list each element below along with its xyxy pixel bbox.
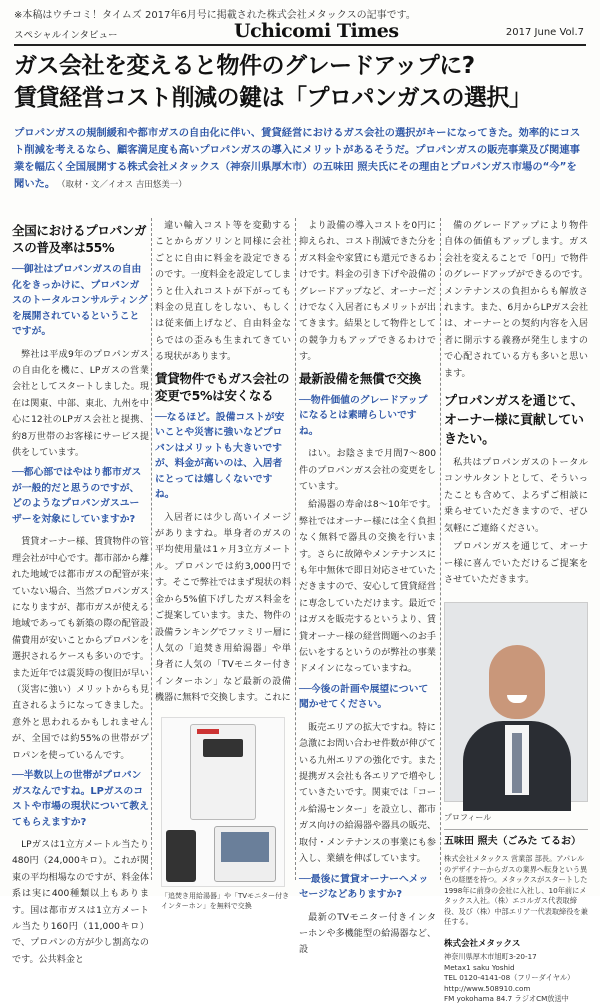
answer-paragraph: より設備の導入コストを0円に抑えられ、コスト削減できた分をガス料金や家賃にも還元できるわけです。料金の引き下げや設備のグレードアップなど、オーナーだけでなく入居者にもメリットが出てきます。結果として物件としての競争力もアップできるわけです。 [299,221,436,363]
column-1 [12,218,149,965]
section-label: スペシャルインタビュー [14,30,118,41]
company-address: 神奈川県厚木市旭町3-20-17 [444,952,537,962]
answer-paragraph: 私共はプロパンガスのトータルコンサルタントとして、そういったことも含めて、よろずご相談に乗らせていただきますので、ぜひ気軽にご連絡ください。 [444,458,588,534]
lead-text: プロパンガスの規制緩和や都市ガスの自由化に伴い、賃貸経営におけるガス会社の選択がキーになってきた。効率的にコスト削減を考えるなら、顧客満足度も高いプロパンガスの導入にメリットがあるそうだ。プロパンガスの販売事業及び関連事業を幅広く全国展開する株式会社メタックス（神奈川県厚木市）の五味田 照夫氏にその理由とプロパンガス市場の“今”を聞いた。 [14,127,581,190]
interview-question: ──物件価値のグレードアップになるとは素晴らしいですね。 [299,394,428,437]
interview-question: ──最後に賃貸オーナーへメッセージなどありますか? [299,873,429,900]
column-divider [295,218,296,880]
company-phone: TEL 0120-4141-08（フリーダイヤル） [444,973,575,983]
company-contact: Metax1 saku Yoshid [444,962,515,972]
answer-paragraph: 販売エリアの拡大ですね。特に急激にお問い合わせ件数が伸びている九州エリアの強化です。また提携ガス会社も各エリアで増やしていきたいです。関東では「コール給湯センター」を設立し、都市ガス向けの給湯器や器具の販売、取付・メンテナンスの事業にも参入し、業績を伸ばしています。 [299,722,436,865]
header-rule [14,44,586,46]
profile-name: 五味田 照夫（ごみた てるお） [444,835,581,847]
column-divider [151,218,152,880]
reprint-notice: ※本稿はウチコミ！タイムズ 2017年6月号に掲載された株式会社メタックスの記事です。 [14,10,416,21]
answer-paragraph: 違い輸入コスト等を変動することからガソリンと同様に会社ごとに自由に料金を設定できるのです。一度料金を設定してしまうと仕入れコストが下がっても料金の見直しをしない、もしくは従来価上げなど、自由料金ならではの歪みも生まれてきている現状があります。 [155,221,291,363]
column-3 [299,218,436,956]
company-url[interactable]: http://www.508910.com [444,983,531,993]
issue-volume: 2017 June Vol.7 [505,27,584,38]
author-credit: （取材・文／イオス 吉田悠美一） [61,180,187,190]
column-divider [440,218,441,880]
door-intercom-image [166,830,196,882]
water-heater-image [190,724,256,820]
intercom-monitor-image [214,826,276,882]
answer-paragraph: 最新のTVモニター付きインターホンや多機能型の給湯器など、設 [299,912,436,956]
photo-caption: 「追焚き用給湯器」や「TVモニター付きインターホン」を無料で交換 [161,891,290,910]
headline [14,50,586,114]
interview-question: ──御社はプロパンガスの自由化をきっかけに、プロパンガスのトータルコンサルティングを展開されているということですが。 [12,264,148,337]
answer-paragraph: はい。お陰さまで月間7～800件のプロパンガス会社の変更をしています。 [299,449,436,492]
answer-paragraph: 賃貸オーナー様、賃貸物件の管理会社が中心です。都市部から離れた地域では都市ガスの配管が来ていない場合、当然プロパンガスになりますが、都市ガスが使える地域であっても新築の際の配管設備費用が安いことからプロパンを選択されるケースも多いのです。また近年では震災時の復旧が早い（災害に強い）メリットからも見直されるようになってきました。意外と思われるかもしれませんが、全国では約55%の世帯がプロパンを使っているんです。 [12,537,149,761]
answer-paragraph: 備のグレードアップにより物件自体の価値もアップします。ガス会社を変えることで「0円」で物件のグレードアップができるのです。メンテナンスの負担からも解放されます。また、6月からLPガス会社は、オーナーとの契約内容を入居者に開示する義務が発生しますので心配されている方も多いと思います。 [444,221,588,379]
interview-question: ──半数以上の世帯がプロパンガスなんですね。LPガスのコストや市場の現状について教えてもらえますか? [12,770,149,828]
lead-paragraph [14,125,586,194]
interview-question: ──都心部ではやはり都市ガスが一般的だと思うのですが、どのようなプロパンガスユーザーを対象にしていますか? [12,467,142,525]
interviewee-portrait [444,602,588,802]
interview-question: ──なるほど。設備コストが安いことや災害に強いなどプロパンはメリットも大きいですが、料金が高いのは、入居者にとっては嬉しくないですね。 [155,411,285,501]
appliance-photo [161,717,285,887]
interview-question: ──今後の計画や展望について聞かせてください。 [299,683,429,711]
answer-paragraph: 弊社は平成9年のプロパンガスの自由化を機に、LPガスの営業会社としてスタートしました。現在は関東、中部、東北、九州を中心に12社のLPガス会社と提携、約8万世帯のお客様にサービス提供をしています。 [12,349,149,458]
subheading: 全国におけるプロパンガスの普及率は55% [12,223,147,255]
headline-line-1: ガス会社を変えると物件のグレードアップに? [14,53,475,79]
company-name: 株式会社メタックス [444,938,521,949]
answer-paragraph: LPガスは1立方メートル当たり480円（24,000キロ）。これが関東の平均相場なのですが、料金体系は実に400種類以上もあります。国は都市ガスは1立方メートル当たり160円（11,000キロ）で、プロパンの方が少し割高なのです。公共料金と [12,840,149,965]
profile-text: 株式会社メタックス 営業部 部長。アパレルのデザイナーからガスの業界へ転身という異色の経歴を持つ。メタックスがスタートした1998年に前身の会社に入社し、10年前にメタックス入社。（株）エコルガス代表取締役、及び（株）中部エリア一代表取締役を兼任する。 [444,854,588,927]
subheading: 賃貸物件でもガス会社の変更で5%は安くなる [155,370,290,403]
answer-paragraph: 入居者には少し高いイメージがありますね。単身者のガスの平均使用量は1ヶ月3立方メートル。プロパンでは約3,000円です。そこで弊社ではまず現状の料金から5%値下げしたガス料金をご提案しています。また、物件の設備ランキングでファミリー層に人気の「追焚き用給湯器」や単身者に人気の「TVモニター付きインターホン」など最新の設備機器に無料で交換します。これに [155,512,291,704]
magazine-logo: Uchicomi Times [234,20,399,42]
subheading: プロパンガスを通じて、オーナー様に貢献していきたい。 [444,394,584,448]
answer-paragraph: 給湯器の寿命は8～10年です。弊社ではオーナー様には全く負担なく無料で器具の交換を行います。さらに故障やメンテナンスにも年中無休で即日対応させていただきますので、安心して賃貸経営に専念していただけます。最近ではガスを販売するというより、賃貸オーナー様の経営問題へのお手伝いをするというのが弊社の事業ドメインになっていますね。 [299,500,436,675]
radio-ad: FM yokohama 84.7 ラジオCM放送中 [444,994,569,1004]
column-2 [155,218,291,910]
answer-paragraph: プロパンガスを通じて、オーナー様に喜んでいただけるご提案をさせていただきます。 [444,542,588,585]
headline-line-2: 賃貸経営コスト削減の鍵は「プロパンガスの選択」 [14,85,532,111]
subheading: 最新設備を無償で交換 [299,370,422,386]
column-4 [444,218,588,1004]
profile-label: プロフィール [444,810,588,829]
